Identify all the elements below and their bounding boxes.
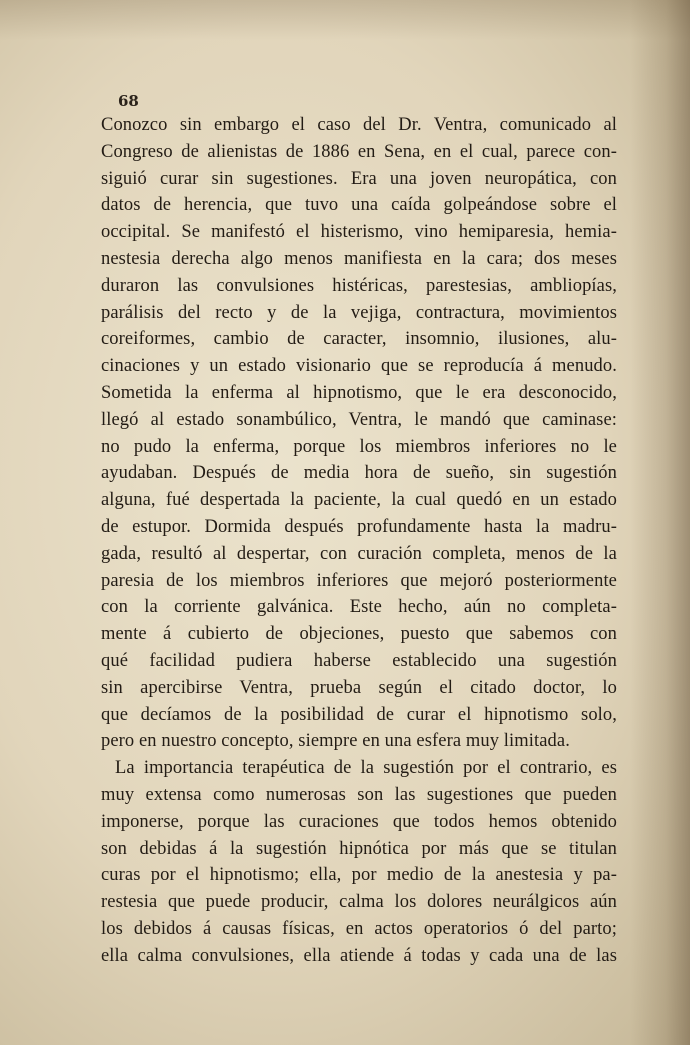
text-line: mente á cubierto de objeciones, puesto que sabemos con [101, 624, 617, 645]
text-line: gada, resultó al despertar, con curación completa, menos de la [101, 543, 617, 564]
text-line: con la corriente galvánica. Este hecho, aún no completa- [101, 597, 617, 618]
body-text [101, 112, 617, 970]
text-line: curas por el hipnotismo; ella, por medio de la anestesia y pa- [101, 865, 617, 886]
text-line: ayudaban. Después de media hora de sueño, sin sugestión [101, 463, 617, 484]
text-line: son debidas á la sugestión hipnótica por más que se titulan [101, 838, 617, 859]
text-line: cinaciones y un estado visionario que se reproducía á menudo. [101, 356, 617, 377]
text-line: que decíamos de la posibilidad de curar el hipnotismo solo, [101, 704, 617, 725]
text-line-paragraph-end: pero en nuestro concepto, siempre en una esfera muy limitada. [101, 731, 570, 752]
text-line: siguió curar sin sugestiones. Era una joven neuropática, con [101, 168, 617, 189]
text-line: imponerse, porque las curaciones que todos hemos obtenido [101, 811, 617, 832]
text-line: occipital. Se manifestó el histerismo, vino hemiparesia, hemia- [101, 222, 617, 243]
text-line: de estupor. Dormida después profundamente hasta la madru- [101, 516, 617, 537]
page-number: 68 [118, 92, 139, 110]
text-line: muy extensa como numerosas son las sugestiones que pueden [101, 784, 617, 805]
text-line: ella calma convulsiones, ella atiende á todas y cada una de las [101, 945, 617, 966]
page-edge-shadow [630, 0, 690, 1045]
text-line: los debidos á causas físicas, en actos operatorios ó del parto; [101, 918, 617, 939]
text-line-paragraph-start: La importancia terapéutica de la sugestión por el contrario, es [115, 758, 617, 779]
text-line: parálisis del recto y de la vejiga, contractura, movimientos [101, 302, 617, 323]
text-line: qué facilidad pudiera haberse establecido una sugestión [101, 650, 617, 671]
text-line: paresia de los miembros inferiores que mejoró posteriormente [101, 570, 617, 591]
text-line: no pudo la enferma, porque los miembros inferiores no le [101, 436, 617, 457]
text-line: nestesia derecha algo menos manifiesta en la cara; dos meses [101, 248, 617, 269]
text-line: restesia que puede producir, calma los dolores neurálgicos aún [101, 892, 617, 913]
text-line: duraron las convulsiones histéricas, parestesias, ambliopías, [101, 275, 617, 296]
text-line: datos de herencia, que tuvo una caída golpeándose sobre el [101, 195, 617, 216]
page-top-shadow [0, 0, 690, 40]
text-line: sin apercibirse Ventra, prueba según el citado doctor, lo [101, 677, 617, 698]
text-line: Conozco sin embargo el caso del Dr. Ventra, comunicado al [101, 115, 617, 135]
text-line: alguna, fué despertada la paciente, la cual quedó en un estado [101, 490, 617, 511]
text-line: llegó al estado sonambúlico, Ventra, le mandó que caminase: [101, 409, 617, 430]
text-line: Congreso de alienistas de 1886 en Sena, en el cual, parece con- [101, 141, 617, 162]
text-line: Sometida la enferma al hipnotismo, que le era desconocido, [101, 382, 617, 403]
text-line: coreiformes, cambio de caracter, insomnio, ilusiones, alu- [101, 329, 617, 350]
